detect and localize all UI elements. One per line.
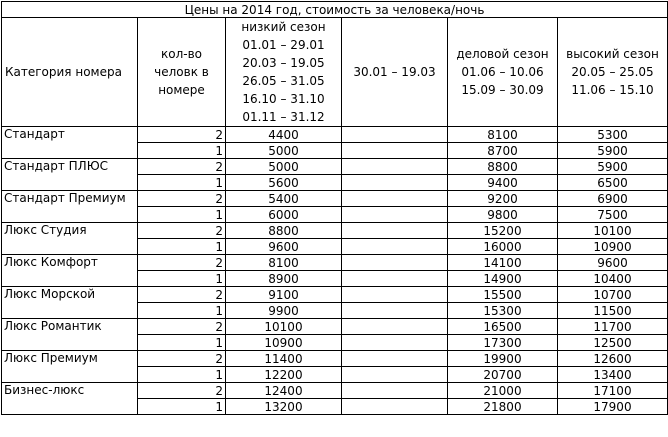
- high-season-price: 17900: [558, 399, 668, 415]
- period-2-price: [342, 287, 448, 303]
- persons-cell: 2: [138, 127, 226, 143]
- business-season-price: 14900: [448, 271, 558, 287]
- low-season-price: 12200: [226, 367, 342, 383]
- table-row: [2, 383, 668, 399]
- low-season-price: 8800: [226, 223, 342, 239]
- high-season-price: 10700: [558, 287, 668, 303]
- business-season-price: 14100: [448, 255, 558, 271]
- business-season-price: 20700: [448, 367, 558, 383]
- table-row: [2, 351, 668, 367]
- table-title: Цены на 2014 год, стоимость за человека/ночь: [2, 2, 668, 18]
- business-season-price: 8100: [448, 127, 558, 143]
- business-season-price: 16000: [448, 239, 558, 255]
- period-2-price: [342, 159, 448, 175]
- low-season-price: 13200: [226, 399, 342, 415]
- period-2-price: [342, 239, 448, 255]
- header-line: 01.01 – 29.01: [242, 38, 325, 52]
- low-season-price: 11400: [226, 351, 342, 367]
- header-line: 26.05 – 31.05: [242, 74, 325, 88]
- persons-cell: 1: [138, 399, 226, 415]
- title-row: [2, 2, 668, 18]
- header-high-season: [558, 18, 668, 127]
- persons-cell: 1: [138, 335, 226, 351]
- header-line: 16.10 – 31.10: [242, 92, 325, 106]
- period-2-price: [342, 127, 448, 143]
- period-2-price: [342, 351, 448, 367]
- period-2-price: [342, 335, 448, 351]
- header-line: 20.03 – 19.05: [242, 56, 325, 70]
- price-table: [1, 1, 668, 415]
- high-season-price: 17100: [558, 383, 668, 399]
- header-line: деловой сезон: [456, 47, 549, 61]
- business-season-price: 8700: [448, 143, 558, 159]
- low-season-price: 8900: [226, 271, 342, 287]
- high-season-price: 11700: [558, 319, 668, 335]
- low-season-price: 5000: [226, 143, 342, 159]
- period-2-price: [342, 175, 448, 191]
- table-row: [2, 255, 668, 271]
- header-persons: [138, 18, 226, 127]
- period-2-price: [342, 223, 448, 239]
- room-category: Люкс Романтик: [2, 319, 138, 351]
- room-category: Люкс Премиум: [2, 351, 138, 383]
- business-season-price: 21800: [448, 399, 558, 415]
- low-season-price: 6000: [226, 207, 342, 223]
- persons-cell: 1: [138, 239, 226, 255]
- persons-cell: 2: [138, 351, 226, 367]
- header-line: 01.06 – 10.06: [461, 65, 544, 79]
- table-row: [2, 127, 668, 143]
- high-season-price: 9600: [558, 255, 668, 271]
- room-category: Люкс Морской: [2, 287, 138, 319]
- high-season-price: 12500: [558, 335, 668, 351]
- low-season-price: 12400: [226, 383, 342, 399]
- header-line: низкий сезон: [241, 20, 326, 34]
- table-row: [2, 159, 668, 175]
- period-2-price: [342, 319, 448, 335]
- table-row: [2, 287, 668, 303]
- low-season-price: 10900: [226, 335, 342, 351]
- high-season-price: 6500: [558, 175, 668, 191]
- low-season-price: 4400: [226, 127, 342, 143]
- business-season-price: 9200: [448, 191, 558, 207]
- business-season-price: 15200: [448, 223, 558, 239]
- header-line: человк в: [154, 65, 209, 79]
- persons-cell: 1: [138, 175, 226, 191]
- room-category: Люкс Комфорт: [2, 255, 138, 287]
- business-season-price: 15300: [448, 303, 558, 319]
- header-line: 15.09 – 30.09: [461, 83, 544, 97]
- low-season-price: 9600: [226, 239, 342, 255]
- persons-cell: 1: [138, 271, 226, 287]
- business-season-price: 19900: [448, 351, 558, 367]
- room-category: Стандарт: [2, 127, 138, 159]
- persons-cell: 1: [138, 143, 226, 159]
- high-season-price: 7500: [558, 207, 668, 223]
- header-line: высокий сезон: [566, 47, 659, 61]
- header-period-2: [342, 18, 448, 127]
- business-season-price: 9400: [448, 175, 558, 191]
- header-low-season: [226, 18, 342, 127]
- high-season-price: 12600: [558, 351, 668, 367]
- high-season-price: 11500: [558, 303, 668, 319]
- period-2-price: [342, 367, 448, 383]
- business-season-price: 15500: [448, 287, 558, 303]
- header-line: 30.01 – 19.03: [353, 65, 436, 79]
- low-season-price: 9100: [226, 287, 342, 303]
- persons-cell: 2: [138, 319, 226, 335]
- low-season-price: 9900: [226, 303, 342, 319]
- header-line: номере: [158, 83, 205, 97]
- business-season-price: 16500: [448, 319, 558, 335]
- persons-cell: 1: [138, 303, 226, 319]
- persons-cell: 1: [138, 367, 226, 383]
- persons-cell: 2: [138, 159, 226, 175]
- persons-cell: 2: [138, 223, 226, 239]
- persons-cell: 2: [138, 255, 226, 271]
- low-season-price: 5400: [226, 191, 342, 207]
- table-row: [2, 191, 668, 207]
- high-season-price: 5300: [558, 127, 668, 143]
- low-season-price: 8100: [226, 255, 342, 271]
- table-row: [2, 319, 668, 335]
- persons-cell: 2: [138, 191, 226, 207]
- business-season-price: 17300: [448, 335, 558, 351]
- period-2-price: [342, 255, 448, 271]
- period-2-price: [342, 383, 448, 399]
- high-season-price: 6900: [558, 191, 668, 207]
- business-season-price: 8800: [448, 159, 558, 175]
- persons-cell: 2: [138, 383, 226, 399]
- business-season-price: 21000: [448, 383, 558, 399]
- room-category: Бизнес-люкс: [2, 383, 138, 415]
- room-category: Стандарт Премиум: [2, 191, 138, 223]
- persons-cell: 2: [138, 287, 226, 303]
- business-season-price: 9800: [448, 207, 558, 223]
- header-line: кол-во: [160, 47, 202, 61]
- high-season-price: 10400: [558, 271, 668, 287]
- header-line: 01.11 – 31.12: [242, 110, 325, 124]
- header-line: 20.05 – 25.05: [571, 65, 654, 79]
- low-season-price: 5600: [226, 175, 342, 191]
- high-season-price: 5900: [558, 159, 668, 175]
- header-line: 11.06 – 15.10: [571, 83, 654, 97]
- period-2-price: [342, 143, 448, 159]
- high-season-price: 5900: [558, 143, 668, 159]
- room-category: Люкс Студия: [2, 223, 138, 255]
- period-2-price: [342, 303, 448, 319]
- room-category: Стандарт ПЛЮС: [2, 159, 138, 191]
- high-season-price: 10900: [558, 239, 668, 255]
- period-2-price: [342, 207, 448, 223]
- header-row: [2, 18, 668, 127]
- low-season-price: 10100: [226, 319, 342, 335]
- header-business-season: [448, 18, 558, 127]
- low-season-price: 5000: [226, 159, 342, 175]
- period-2-price: [342, 191, 448, 207]
- high-season-price: 13400: [558, 367, 668, 383]
- high-season-price: 10100: [558, 223, 668, 239]
- header-category: Категория номера: [2, 18, 138, 127]
- table-row: [2, 223, 668, 239]
- period-2-price: [342, 271, 448, 287]
- period-2-price: [342, 399, 448, 415]
- persons-cell: 1: [138, 207, 226, 223]
